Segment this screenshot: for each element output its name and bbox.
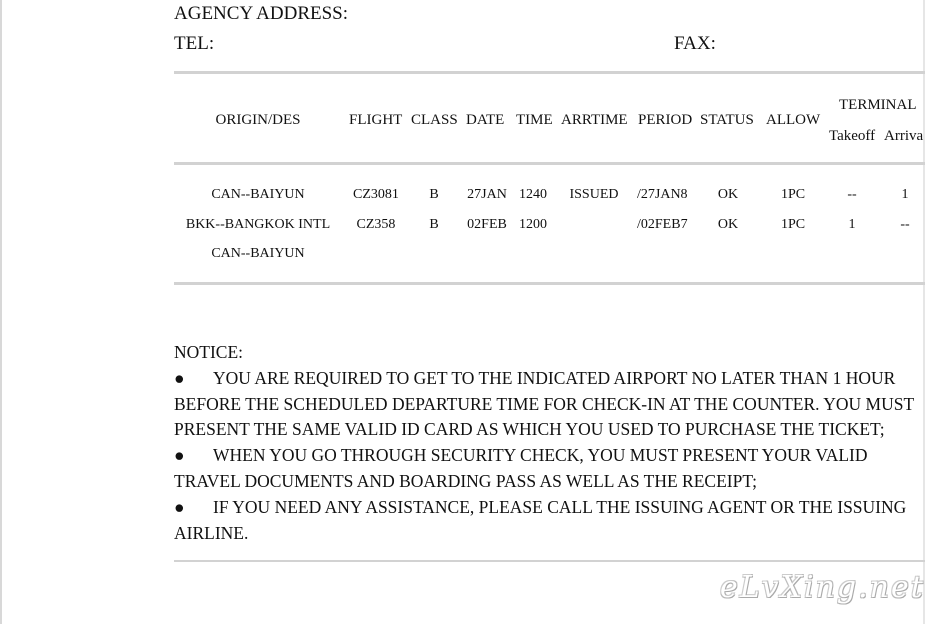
tel-label: TEL: [174,33,215,54]
row-time: 1240 [519,187,547,202]
bullet-icon: ● [174,496,185,517]
page-left-border [0,0,2,624]
row-arrtime: ISSUED [569,187,619,202]
table-top-rule [174,71,925,74]
col-origin-des: ORIGIN/DES [215,112,301,128]
row-class: B [429,187,439,202]
col-time: TIME [516,112,553,128]
agency-address-label: AGENCY ADDRESS: [174,3,349,24]
notice-section [174,340,925,546]
table-header-rule [174,162,925,165]
col-status: STATUS [700,112,754,128]
row-allow: 1PC [780,187,806,202]
row-origin: BKK--BANGKOK INTL [185,217,331,232]
row-status: OK [717,187,739,202]
row-date: 27JAN [467,187,507,202]
notice-title: NOTICE: [174,342,244,362]
row-time: 1200 [519,217,547,232]
col-flight: FLIGHT [349,112,403,128]
bullet-icon: ● [174,367,185,388]
notice-item [174,495,925,547]
row-takeoff: 1 [848,217,856,232]
notice-item-text: IF YOU NEED ANY ASSISTANCE, PLEASE CALL THE ISSUING AGENT OR THE ISSUING AIRLINE. [174,496,907,543]
notice-item [174,443,925,495]
col-allow: ALLOW [766,112,821,128]
row-takeoff: -- [847,187,857,202]
row-date: 02FEB [467,217,507,232]
row-period: /27JAN8 [637,187,688,202]
watermark: eLvXing.net [720,570,925,605]
col-terminal-takeoff: Takeoff [829,128,876,144]
row-arrival: -- [900,217,910,232]
table-bottom-rule [174,282,925,285]
row-class: B [429,217,439,232]
col-arrtime: ARRTIME [561,112,628,128]
final-destination: CAN--BAIYUN [211,246,305,261]
notice-item-text: YOU ARE REQUIRED TO GET TO THE INDICATED AIRPORT NO LATER THAN 1 HOUR BEFORE THE SCHEDULED DEPARTURE TIME FOR CHECK-IN AT THE COUNTER. YOU MUST PRESENT THE SAME VALID ID CARD AS WHICH YOU USED TO PURCHASE THE TICKET; [174,367,914,440]
col-class: CLASS [411,112,458,128]
row-origin: CAN--BAIYUN [211,187,305,202]
col-terminal: TERMINAL [839,97,917,113]
fax-label: FAX: [674,33,716,54]
notice-item [174,366,925,443]
row-arrival: 1 [901,187,909,202]
bullet-icon: ● [174,445,185,466]
notice-item-text: WHEN YOU GO THROUGH SECURITY CHECK, YOU MUST PRESENT YOUR VALID TRAVEL DOCUMENTS AND BOARDING PASS AS WELL AS THE RECEIPT; [174,445,868,491]
col-terminal-arrival: Arriva [884,128,923,144]
row-flight: CZ358 [356,217,396,232]
row-status: OK [717,217,739,232]
row-period: /02FEB7 [637,217,688,232]
col-period: PERIOD [638,112,693,128]
page-bottom-rule [174,560,925,562]
row-allow: 1PC [780,217,806,232]
col-date: DATE [466,112,505,128]
row-flight: CZ3081 [353,187,399,202]
